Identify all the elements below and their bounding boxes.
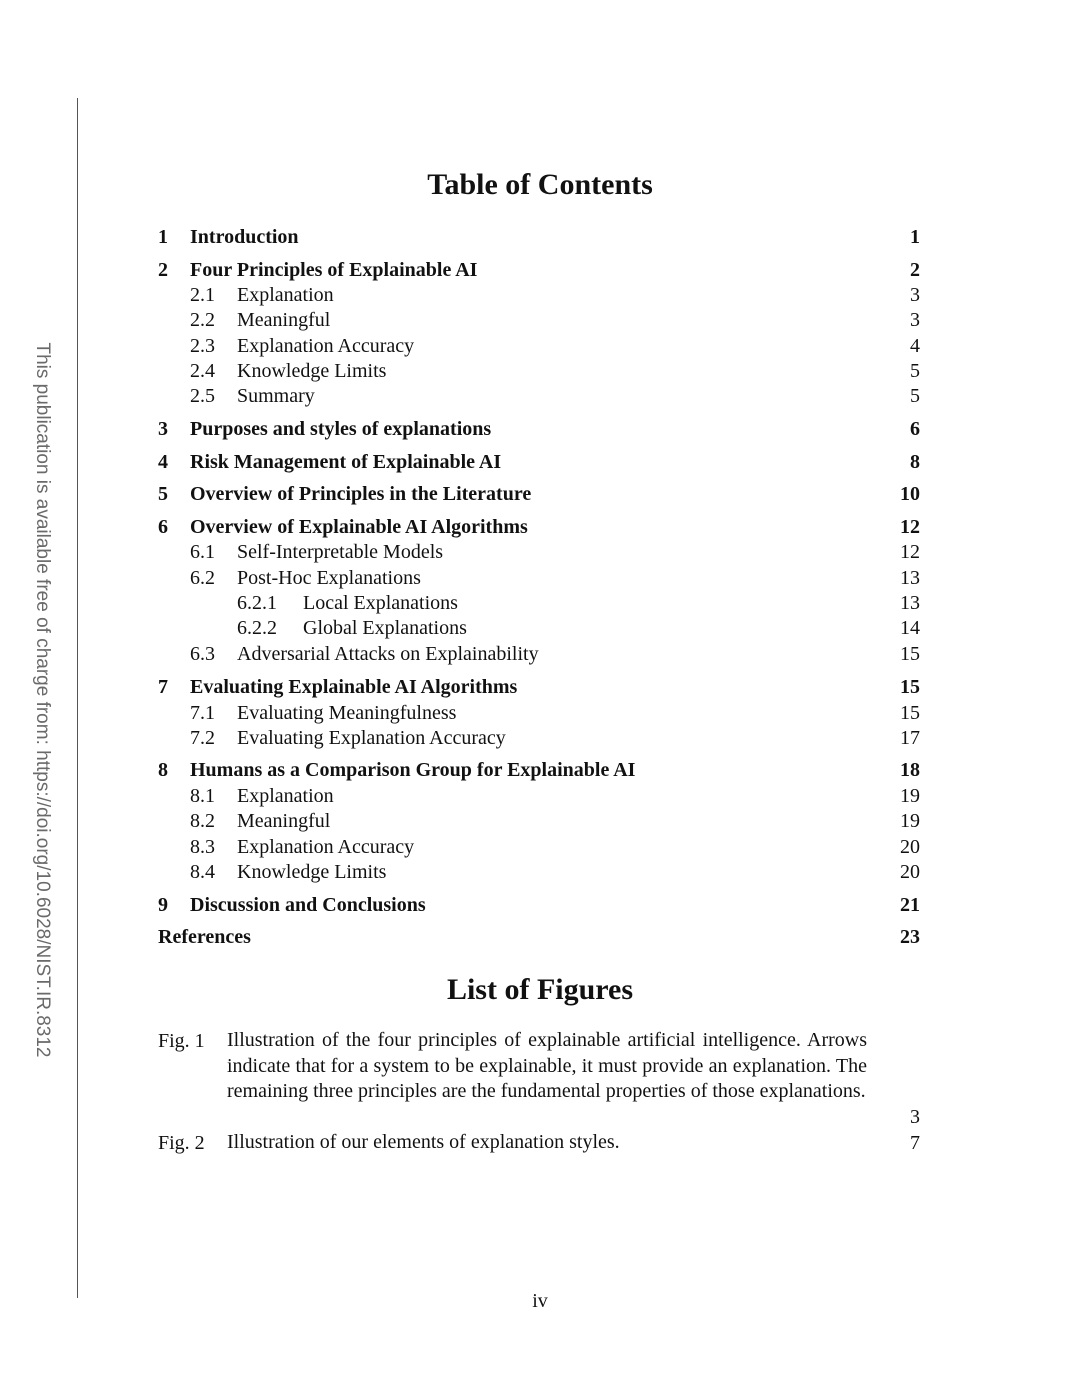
toc-entry-number: 2.2	[190, 309, 215, 331]
toc-entry-title: Discussion and Conclusions	[190, 894, 426, 916]
toc-entry-title: Overview of Principles in the Literature	[190, 483, 532, 505]
figure-1-page: 3	[910, 1106, 920, 1128]
toc-entry-number: 7	[158, 676, 168, 698]
toc-entry-page: 15	[900, 676, 920, 698]
toc-entry-page: 3	[910, 284, 920, 306]
toc-entry[interactable]	[0, 859, 1080, 885]
toc-entry-title: Explanation	[237, 284, 334, 306]
toc-entry-title: Summary	[237, 385, 315, 407]
toc-entry-title: Humans as a Comparison Group for Explainable AI	[190, 759, 636, 781]
toc-entry-title: Global Explanations	[303, 617, 467, 639]
toc-entry-page: 15	[900, 643, 920, 665]
toc-entry-title: References	[158, 926, 251, 948]
toc-entry-page: 19	[900, 810, 920, 832]
figure-2-caption[interactable]: Illustration of our elements of explanation styles.	[227, 1131, 620, 1153]
toc-entry[interactable]	[0, 725, 1080, 751]
figure-2-page: 7	[910, 1132, 920, 1154]
toc-entry[interactable]	[0, 892, 1080, 918]
toc-entry[interactable]	[0, 808, 1080, 834]
toc-entry-number: 6.3	[190, 643, 215, 665]
toc-entry-title: Evaluating Meaningfulness	[237, 702, 457, 724]
toc-entry-title: Post-Hoc Explanations	[237, 567, 421, 589]
toc-entry-page: 20	[900, 861, 920, 883]
toc-entry-number: 7.2	[190, 727, 215, 749]
toc-entry-number: 5	[158, 483, 168, 505]
toc-entry-number: 6.1	[190, 541, 215, 563]
toc-entry[interactable]	[0, 383, 1080, 409]
toc-entry-page: 1	[910, 226, 920, 248]
toc-entry-page: 12	[900, 516, 920, 538]
toc-entry-title: Risk Management of Explainable AI	[190, 451, 502, 473]
toc-entry-page: 5	[910, 360, 920, 382]
toc-entry-number: 2	[158, 259, 168, 281]
toc-entry-page: 13	[900, 592, 920, 614]
toc-entry-title: Knowledge Limits	[237, 360, 387, 382]
toc-entry-title: Self-Interpretable Models	[237, 541, 444, 563]
toc-entry-title: Explanation Accuracy	[237, 335, 415, 357]
figure-1-caption[interactable]: Illustration of the four principles of explainable artificial intelligence. Arrows indicate that for a system to be explainable, it must provide an explanation. The remaining three principles are the fundamental properties of those explanations.	[227, 1029, 867, 1102]
toc-entry-number: 3	[158, 418, 168, 440]
toc-entry-page: 17	[900, 727, 920, 749]
list-of-figures-heading: List of Figures	[446, 973, 634, 1006]
toc-entry-page: 13	[900, 567, 920, 589]
toc-entry-page: 10	[900, 483, 920, 505]
toc-entry-number: 6	[158, 516, 168, 538]
figure-1-label: Fig. 1	[158, 1030, 205, 1052]
toc-entry-page: 18	[900, 759, 920, 781]
toc-entry[interactable]	[0, 641, 1080, 667]
toc-entry-title: Explanation Accuracy	[237, 836, 415, 858]
toc-entry-page: 3	[910, 309, 920, 331]
toc-entry[interactable]	[0, 224, 1080, 250]
toc-entry[interactable]	[0, 834, 1080, 860]
toc-entry-number: 6.2	[190, 567, 215, 589]
toc-entry-number: 2.1	[190, 284, 215, 306]
toc-entry[interactable]	[0, 416, 1080, 442]
toc-entry-title: Purposes and styles of explanations	[190, 418, 492, 440]
toc-entry-page: 23	[900, 926, 920, 948]
toc-entry-page: 14	[900, 617, 920, 639]
toc-heading: Table of Contents	[427, 168, 653, 201]
toc-entry[interactable]	[0, 565, 1080, 591]
toc-entry[interactable]	[0, 333, 1080, 359]
toc-entry-page: 6	[910, 418, 920, 440]
toc-entry-number: 8	[158, 759, 168, 781]
toc-entry-title: Evaluating Explanation Accuracy	[237, 727, 506, 749]
toc-entry-page: 15	[900, 702, 920, 724]
toc-entry-number: 7.1	[190, 702, 215, 724]
toc-entry-number: 6.2.2	[237, 617, 277, 639]
toc-entry-title: Knowledge Limits	[237, 861, 387, 883]
toc-entry-number: 2.5	[190, 385, 215, 407]
toc-entry[interactable]	[0, 307, 1080, 333]
toc-entry-title: Explanation	[237, 785, 334, 807]
toc-entry[interactable]	[0, 590, 1080, 616]
toc-entry-title: Meaningful	[237, 810, 331, 832]
toc-entry-number: 2.3	[190, 335, 215, 357]
toc-entry[interactable]	[0, 358, 1080, 384]
toc-entry[interactable]	[0, 700, 1080, 726]
toc-entry-page: 5	[910, 385, 920, 407]
toc-entry-number: 1	[158, 226, 168, 248]
toc-entry[interactable]	[0, 674, 1080, 700]
toc-entry-title: Meaningful	[237, 309, 331, 331]
toc-entry-title: Overview of Explainable AI Algorithms	[190, 516, 528, 538]
toc-entry[interactable]	[0, 514, 1080, 540]
toc-entry-page: 20	[900, 836, 920, 858]
toc-entry-title: Evaluating Explainable AI Algorithms	[190, 676, 518, 698]
toc-entry[interactable]	[0, 449, 1080, 475]
toc-entry[interactable]	[0, 615, 1080, 641]
toc-entry-number: 9	[158, 894, 168, 916]
toc-entry-page: 21	[900, 894, 920, 916]
toc-entry[interactable]	[0, 924, 1080, 950]
toc-entry-number: 4	[158, 451, 168, 473]
toc-entry-page: 12	[900, 541, 920, 563]
toc-entry[interactable]	[0, 783, 1080, 809]
toc-entry[interactable]	[0, 481, 1080, 507]
toc-entry[interactable]	[0, 539, 1080, 565]
toc-entry-number: 8.2	[190, 810, 215, 832]
toc-entry-title: Introduction	[190, 226, 299, 248]
toc-entry-number: 2.4	[190, 360, 215, 382]
toc-entry[interactable]	[0, 282, 1080, 308]
toc-entry-title: Four Principles of Explainable AI	[190, 259, 478, 281]
toc-entry-number: 6.2.1	[237, 592, 277, 614]
toc-entry[interactable]	[0, 257, 1080, 283]
toc-entry-title: Adversarial Attacks on Explainability	[237, 643, 539, 665]
figure-2-label: Fig. 2	[158, 1132, 205, 1154]
toc-entry-number: 8.3	[190, 836, 215, 858]
toc-entry-page: 19	[900, 785, 920, 807]
availability-notice: This publication is available free of charge from: https://doi.org/10.6028/NIST.IR.8312	[32, 342, 53, 1058]
toc-entry[interactable]	[0, 757, 1080, 783]
toc-entry-page: 2	[910, 259, 920, 281]
page-number: iv	[532, 1290, 548, 1312]
toc-entry-page: 4	[910, 335, 920, 357]
toc-entry-title: Local Explanations	[303, 592, 458, 614]
toc-entry-page: 8	[910, 451, 920, 473]
toc-entry-number: 8.1	[190, 785, 215, 807]
toc-entry-number: 8.4	[190, 861, 215, 883]
